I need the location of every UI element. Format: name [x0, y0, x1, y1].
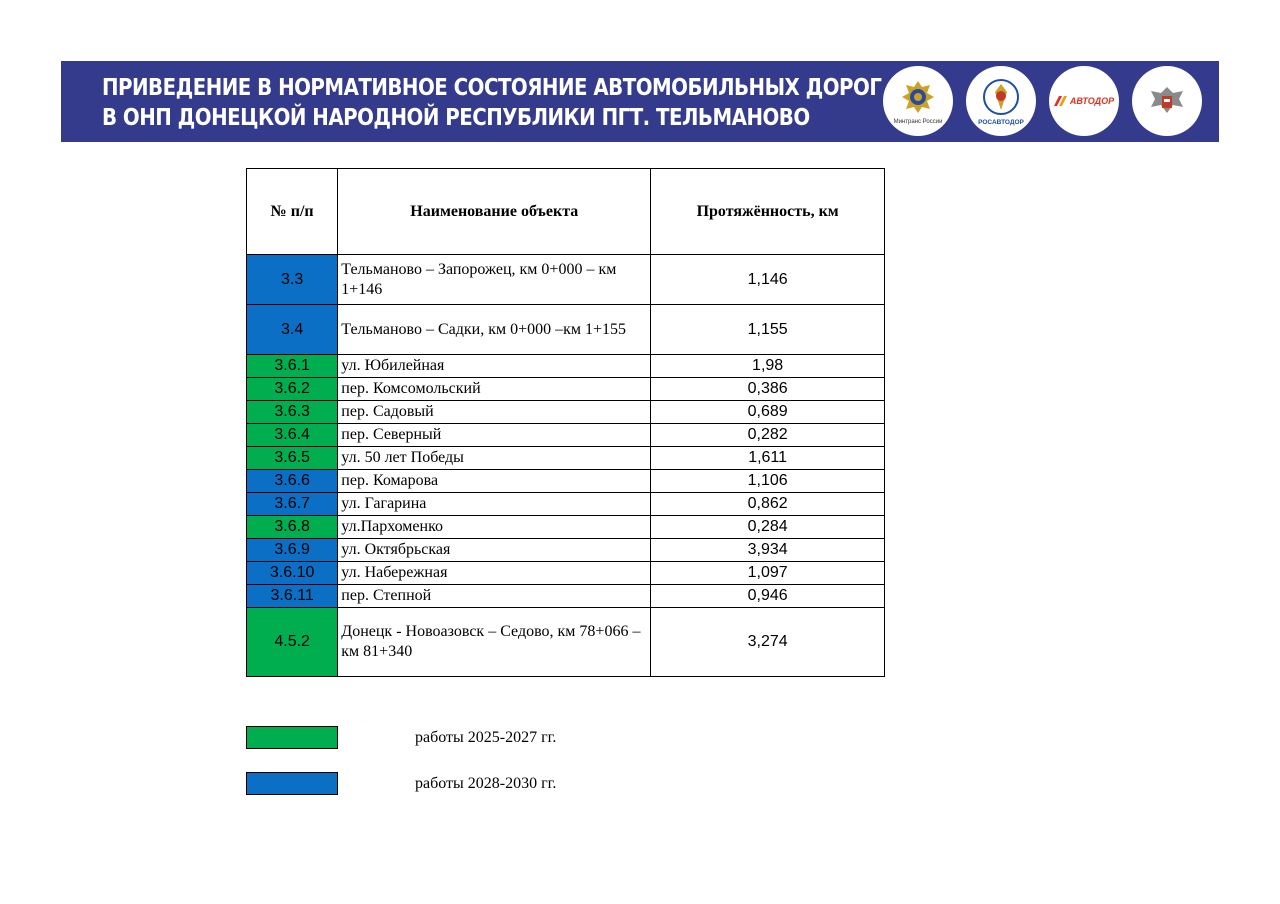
- dnr-logo: [1132, 66, 1202, 136]
- avtodor-label: АВТОДОР: [1069, 96, 1115, 106]
- legend-label-green: работы 2025-2027 гг.: [415, 729, 557, 746]
- row-length: 1,146: [651, 255, 885, 305]
- row-object-name: Донецк - Новоазовск – Седово, км 78+066 –км 81+340: [338, 608, 651, 677]
- row-number: 3.6.11: [247, 585, 338, 608]
- row-object-name: Тельманово – Запорожец, км 0+000 – км 1+146: [338, 255, 651, 305]
- row-object-name: пер. Садовый: [338, 401, 651, 424]
- row-object-name: ул.Пархоменко: [338, 516, 651, 539]
- row-object-name: Тельманово – Садки, км 0+000 –км 1+155: [338, 305, 651, 355]
- rosavtodor-caption: РОСАВТОДОР: [978, 118, 1024, 126]
- row-number: 3.6.10: [247, 562, 338, 585]
- row-object-name: пер. Комарова: [338, 470, 651, 493]
- row-length: 1,106: [651, 470, 885, 493]
- row-object-name: ул. 50 лет Победы: [338, 447, 651, 470]
- header-num: № п/п: [247, 169, 338, 255]
- table-row: [247, 355, 885, 378]
- table-row: [247, 401, 885, 424]
- row-object-name: ул. Октябрьская: [338, 539, 651, 562]
- row-object-name: ул. Набережная: [338, 562, 651, 585]
- table-row: [247, 424, 885, 447]
- table-row: [247, 562, 885, 585]
- row-length: 0,946: [651, 585, 885, 608]
- row-object-name: пер. Северный: [338, 424, 651, 447]
- row-number: 3.6.7: [247, 493, 338, 516]
- avtodor-logo: [1049, 66, 1119, 136]
- rosavtodor-logo: [966, 66, 1036, 136]
- row-number: 3.6.8: [247, 516, 338, 539]
- row-length: 1,611: [651, 447, 885, 470]
- row-number: 3.6.4: [247, 424, 338, 447]
- title-line-2: В ОНП ДОНЕЦКОЙ НАРОДНОЙ РЕСПУБЛИКИ ПГТ. ТЕЛЬМАНОВО: [102, 105, 810, 131]
- row-object-name: пер. Степной: [338, 585, 651, 608]
- row-number: 3.6.9: [247, 539, 338, 562]
- row-length: 3,934: [651, 539, 885, 562]
- title-line-1: ПРИВЕДЕНИЕ В НОРМАТИВНОЕ СОСТОЯНИЕ АВТОМОБИЛЬНЫХ ДОРОГ: [102, 75, 882, 101]
- row-length: 3,274: [651, 608, 885, 677]
- roads-table: [246, 168, 885, 677]
- table-row: [247, 470, 885, 493]
- avtodor-logo-icon: [1054, 96, 1068, 106]
- header-banner: [61, 61, 1219, 142]
- row-number: 4.5.2: [247, 608, 338, 677]
- table-header-row: [247, 169, 885, 255]
- table-row: [247, 585, 885, 608]
- row-length: 1,097: [651, 562, 885, 585]
- row-object-name: ул. Юбилейная: [338, 355, 651, 378]
- row-length: 0,386: [651, 378, 885, 401]
- row-length: 1,155: [651, 305, 885, 355]
- row-length: 0,862: [651, 493, 885, 516]
- table-row: [247, 516, 885, 539]
- mintrans-caption: Минтранс России: [893, 119, 943, 125]
- row-number: 3.6.6: [247, 470, 338, 493]
- row-length: 0,689: [651, 401, 885, 424]
- page-title: [102, 73, 881, 133]
- row-length: 1,98: [651, 355, 885, 378]
- table-row: [247, 255, 885, 305]
- row-length: 0,284: [651, 516, 885, 539]
- row-number: 3.6.1: [247, 355, 338, 378]
- table-row: [247, 493, 885, 516]
- header-length: Протяжённость, км: [651, 169, 885, 255]
- row-length: 0,282: [651, 424, 885, 447]
- mintrans-emblem-icon: [898, 77, 938, 117]
- row-number: 3.4: [247, 305, 338, 355]
- row-number: 3.6.5: [247, 447, 338, 470]
- table-row: [247, 608, 885, 677]
- table-row: [247, 305, 885, 355]
- row-object-name: пер. Комсомольский: [338, 378, 651, 401]
- rosavtodor-emblem-icon: [981, 77, 1021, 117]
- table-row: [247, 447, 885, 470]
- row-number: 3.3: [247, 255, 338, 305]
- row-object-name: ул. Гагарина: [338, 493, 651, 516]
- legend-swatch-blue: [246, 772, 338, 795]
- row-number: 3.6.2: [247, 378, 338, 401]
- header-name: Наименование объекта: [338, 169, 651, 255]
- row-number: 3.6.3: [247, 401, 338, 424]
- table-row: [247, 378, 885, 401]
- mintrans-logo: [883, 66, 953, 136]
- dnr-coat-of-arms-icon: [1145, 79, 1189, 123]
- avtodor-mark: [1054, 96, 1114, 106]
- table-row: [247, 539, 885, 562]
- legend-swatch-green: [246, 726, 338, 749]
- legend-label-blue: работы 2028-2030 гг.: [415, 775, 557, 792]
